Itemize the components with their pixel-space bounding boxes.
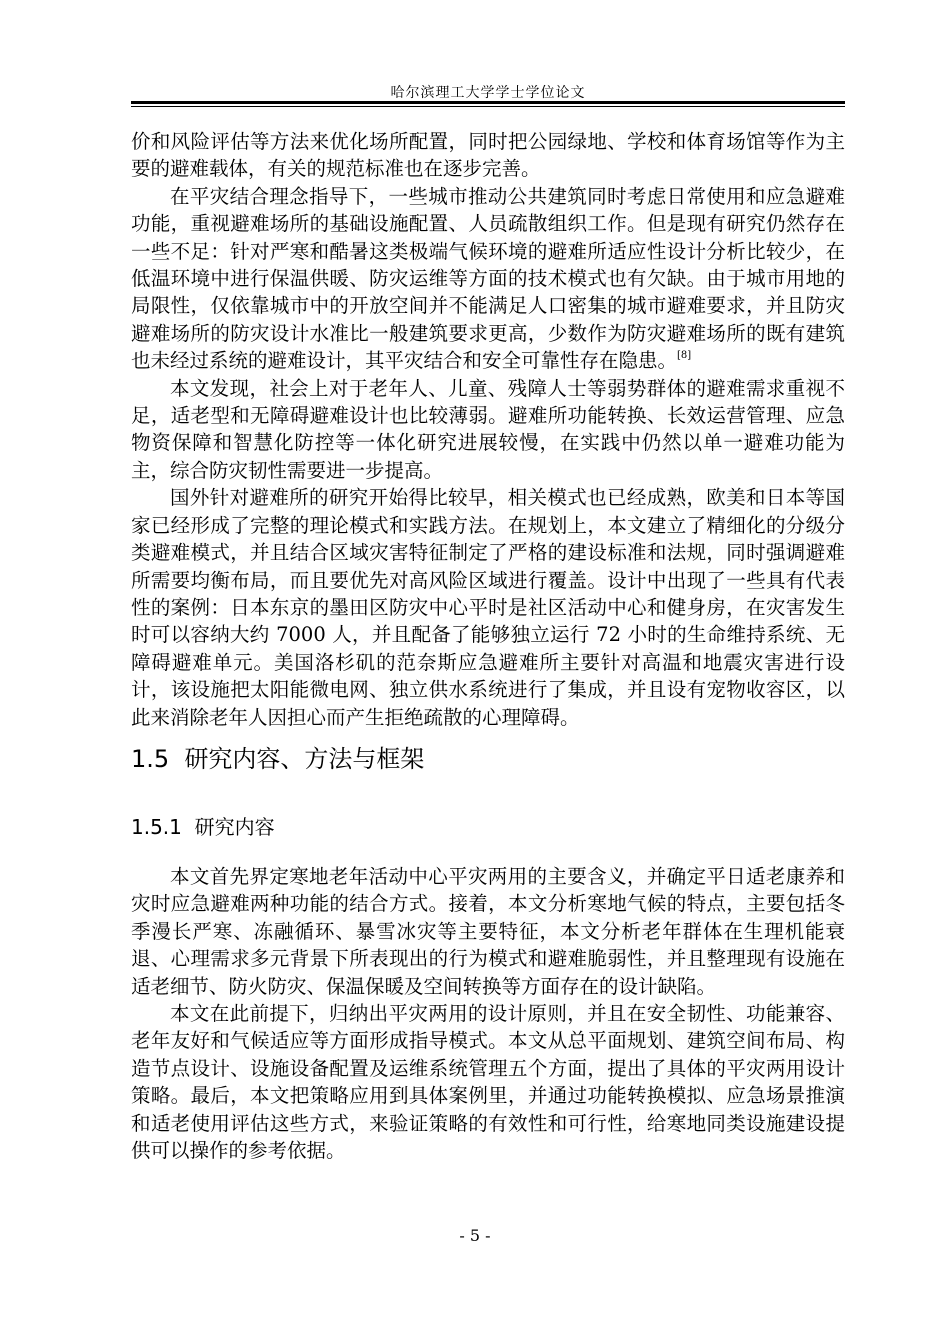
header-rule-thin <box>131 106 845 107</box>
section-number: 1.5 <box>131 744 170 773</box>
paragraph-1: 价和风险评估等方法来优化场所配置，同时把公园绿地、学校和体育场馆等作为主要的避难载体，有关的规范标准也在逐步完善。 <box>131 130 845 181</box>
paragraph-2-text: 在平灾结合理念指导下，一些城市推动公共建筑同时考虑日常使用和应急避难功能，重视避难场所的基础设施配置、人员疏散组织工作。但是现有研究仍然存在一些不足：针对严寒和酷暑这类极端气候环境的避难所适应性设计分析比较少，在低温环境中进行保温供暖、防灾运维等方面的技术模式也有欠缺。由于城市用地的局限性，仅依靠城市中的开放空间并不能满足人口密集的城市避难要求，并且防灾避难场所的防灾设计水准比一般建筑要求更高，少数作为防灾避难场所的既有建筑也未经过系统的避难设计，其平灾结合和安全可靠性存在隐患。 <box>131 184 845 373</box>
page-number: - 5 - <box>459 1226 491 1245</box>
running-header: 哈尔滨理工大学学士学位论文 <box>390 85 586 101</box>
subsection-number: 1.5.1 <box>131 814 182 839</box>
citation-8[interactable]: [8] <box>677 350 692 362</box>
subsection-title: 研究内容 <box>194 814 275 839</box>
section-heading-1-5 <box>131 735 845 795</box>
paragraph-3: 本文发现，社会上对于老年人、儿童、残障人士等弱势群体的避难需求重视不足，适老型和无障碍避难设计也比较薄弱。避难所功能转换、长效运营管理、应急物资保障和智慧化防控等一体化研究进展较慢，在实践中仍然以单一避难功能为主，综合防灾韧性需要进一步提高。 <box>131 376 845 482</box>
header-rule-thick <box>131 101 845 104</box>
page-body <box>131 128 845 1164</box>
section-title: 研究内容、方法与框架 <box>184 744 425 773</box>
paragraph-4: 国外针对避难所的研究开始得比较早，相关模式也已经成熟，欧美和日本等国家已经形成了完整的理论模式和实践方法。在规划上，本文建立了精细化的分级分类避难模式，并且结合区域灾害特征制定了严格的建设标准和法规，同时强调避难所需要均衡布局，而且要优先对高风险区域进行覆盖。设计中出现了一些具有代表性的案例：日本东京的墨田区防灾中心平时是社区活动中心和健身房，在灾害发生时可以容纳大约 7000 人，并且配备了能够独立运行 72 小时的生命维持系统、无障碍避难单元。美国洛杉矶的范奈斯应急避难所主要针对高温和地震灾害进行设计，该设施把太阳能微电网、独立供水系统进行了集成，并且设有宠物收容区，以此来消除老年人因担心而产生拒绝疏散的心理障碍。 <box>131 486 845 729</box>
subsection-heading-1-5-1 <box>131 795 845 863</box>
paragraph-5: 本文首先界定寒地老年活动中心平灾两用的主要含义，并确定平日适老康养和灾时应急避难两种功能的结合方式。接着，本文分析寒地气候的特点，主要包括冬季漫长严寒、冻融循环、暴雪冰灾等主要特征，本文分析老年群体在生理机能衰退、心理需求多元背景下所表现出的行为模式和避难脆弱性，并且整理现有设施在适老细节、防火防灾、保温保暖及空间转换等方面存在的设计缺陷。 <box>131 864 845 998</box>
paragraph-2 <box>131 183 845 375</box>
paragraph-6: 本文在此前提下，归纳出平灾两用的设计原则，并且在安全韧性、功能兼容、老年友好和气候适应等方面形成指导模式。本文从总平面规划、建筑空间布局、构造节点设计、设施设备配置及运维系统管理五个方面，提出了具体的平灾两用设计策略。最后，本文把策略应用到具体案例里，并通过功能转换模拟、应急场景推演和适老使用评估这些方式，来验证策略的有效性和可行性，给寒地同类设施建设提供可以操作的参考依据。 <box>131 1001 845 1162</box>
